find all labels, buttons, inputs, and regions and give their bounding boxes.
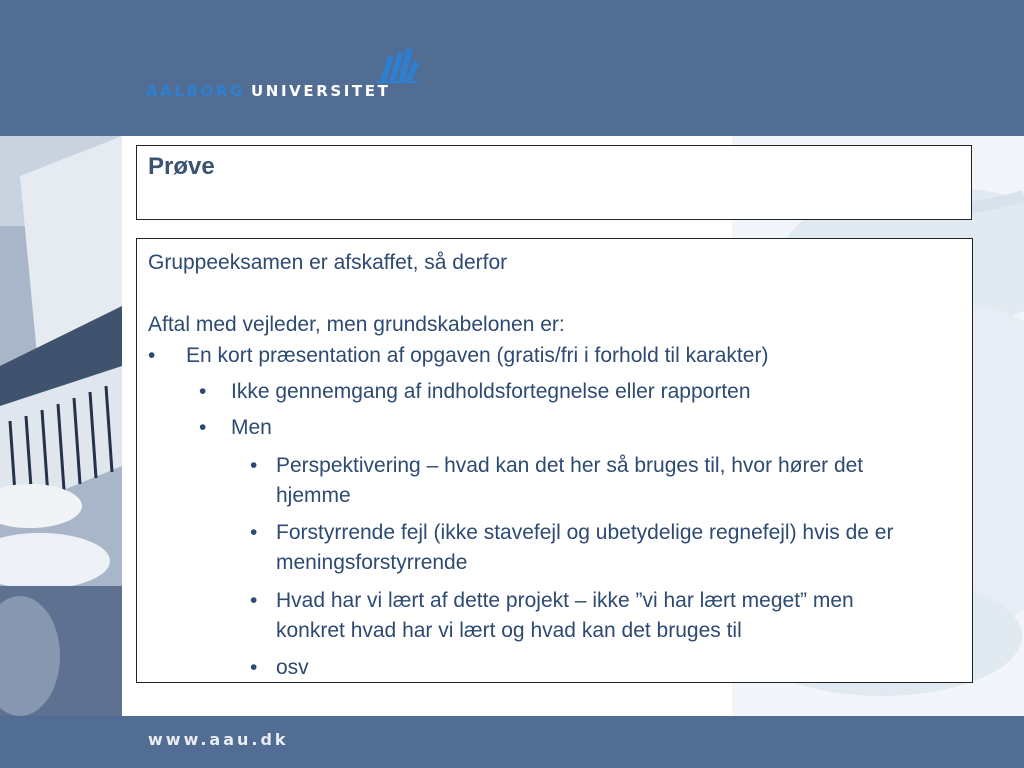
- bullet-marker: •: [199, 416, 207, 439]
- logo-word-aalborg: AALBORG: [146, 82, 246, 100]
- bullet-l2-1: Men: [231, 416, 272, 439]
- piano-photo-image: [0, 136, 122, 716]
- bullet-marker: •: [250, 656, 258, 679]
- bullet-l3-0-line2: hjemme: [276, 484, 351, 507]
- footer-band: [0, 716, 1024, 768]
- bullet-l3-1-line1: Forstyrrende fejl (ikke stavefejl og ubetydelige regnefejl) hvis de er: [276, 521, 894, 544]
- bullet-l3-2-line1: Hvad har vi lært af dette projekt – ikke ”vi har lært meget” men: [276, 589, 854, 612]
- logo-word-universitet: UNIVERSITET: [251, 82, 391, 100]
- piano-photo: [0, 136, 122, 716]
- title-box: [136, 145, 972, 220]
- bullet-marker: •: [250, 521, 258, 544]
- bullet-marker: •: [250, 454, 258, 477]
- lead-text: Aftal med vejleder, men grundskabelonen er:: [148, 313, 565, 336]
- bullet-marker: •: [199, 380, 207, 403]
- intro-text: Gruppeeksamen er afskaffet, så derfor: [148, 251, 508, 274]
- university-logo-mark: [374, 46, 420, 84]
- bullet-l2-0: Ikke gennemgang af indholdsfortegnelse eller rapporten: [231, 380, 751, 403]
- bullet-l3-0-line1: Perspektivering – hvad kan det her så bruges til, hvor hører det: [276, 454, 864, 477]
- slide-title: Prøve: [148, 153, 215, 180]
- header-band: [0, 0, 1024, 136]
- bullet-marker: •: [250, 589, 258, 612]
- bullet-l3-1-line2: meningsforstyrrende: [276, 551, 468, 574]
- bullet-l1-0: En kort præsentation af opgaven (gratis/fri i forhold til karakter): [186, 344, 769, 367]
- footer-url: www.aau.dk: [148, 730, 289, 749]
- university-logo: [146, 46, 466, 106]
- bullet-l3-2-line2: konkret hvad har vi lært og hvad kan det bruges til: [276, 619, 742, 642]
- content-box: [136, 238, 973, 683]
- bullet-marker: •: [148, 344, 156, 367]
- bullet-l3-3: osv: [276, 656, 309, 679]
